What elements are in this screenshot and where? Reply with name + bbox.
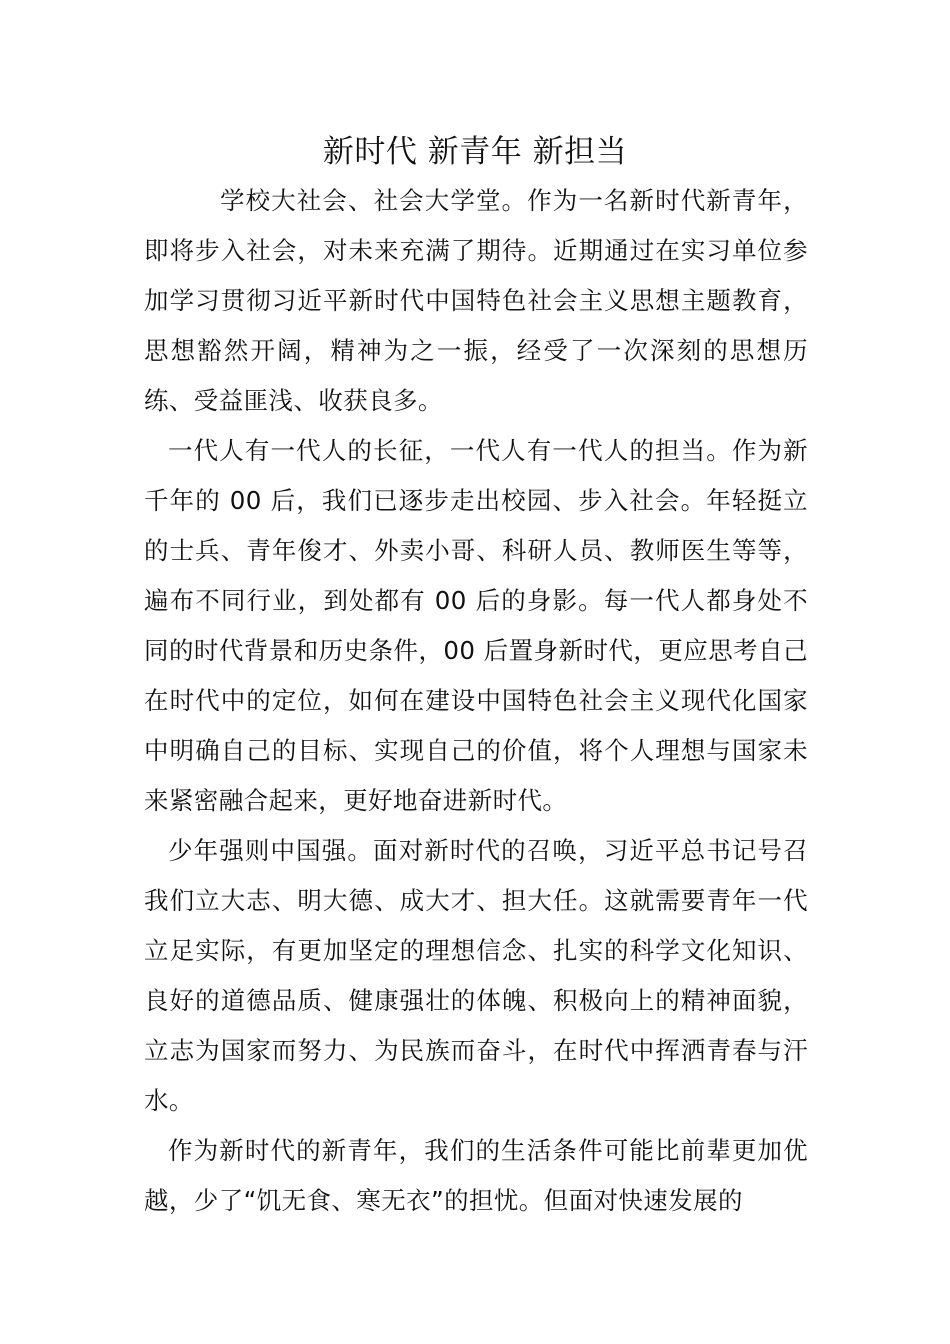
paragraph-4: 作为新时代的新青年，我们的生活条件可能比前辈更加优越，少了“饥无食、寒无衣”的担忧。但面对快速发展的: [144, 1136, 808, 1215]
document-body: [144, 176, 808, 1226]
document-title: 新时代 新青年 新担当: [322, 134, 628, 170]
paragraph-1: 学校大社会、社会大学堂。作为一名新时代新青年，即将步入社会，对未来充满了期待。近期通过在实习单位参加学习贯彻习近平新时代中国特色社会主义思想主题教育，思想豁然开阔，精神为之一振，经受了一次深刻的思想历练、受益匪浅、收获良多。: [144, 186, 808, 415]
paragraph-3: 少年强则中国强。面对新时代的召唤，习近平总书记号召我们立大志、明大德、成大才、担大任。这就需要青年一代立足实际，有更加坚定的理想信念、扎实的科学文化知识、良好的道德品质、健康强壮的体魄、积极向上的精神面貌，立志为国家而努力、为民族而奋斗，在时代中挥洒青春与汗水。: [144, 836, 808, 1115]
paragraph-2: 一代人有一代人的长征，一代人有一代人的担当。作为新千年的 00 后，我们已逐步走出校园、步入社会。年轻挺立的士兵、青年俊才、外卖小哥、科研人员、教师医生等等，遍布不同行业，到处都有 00 后的身影。每一代人都身处不同的时代背景和历史条件，00 后置身新时代，更应思考自己在时代中的定位，如何在建设中国特色社会主义现代化国家中明确自己的目标、实现自己的价值，将个人理想与国家未来紧密融合起来，更好地奋进新时代。: [144, 436, 808, 815]
